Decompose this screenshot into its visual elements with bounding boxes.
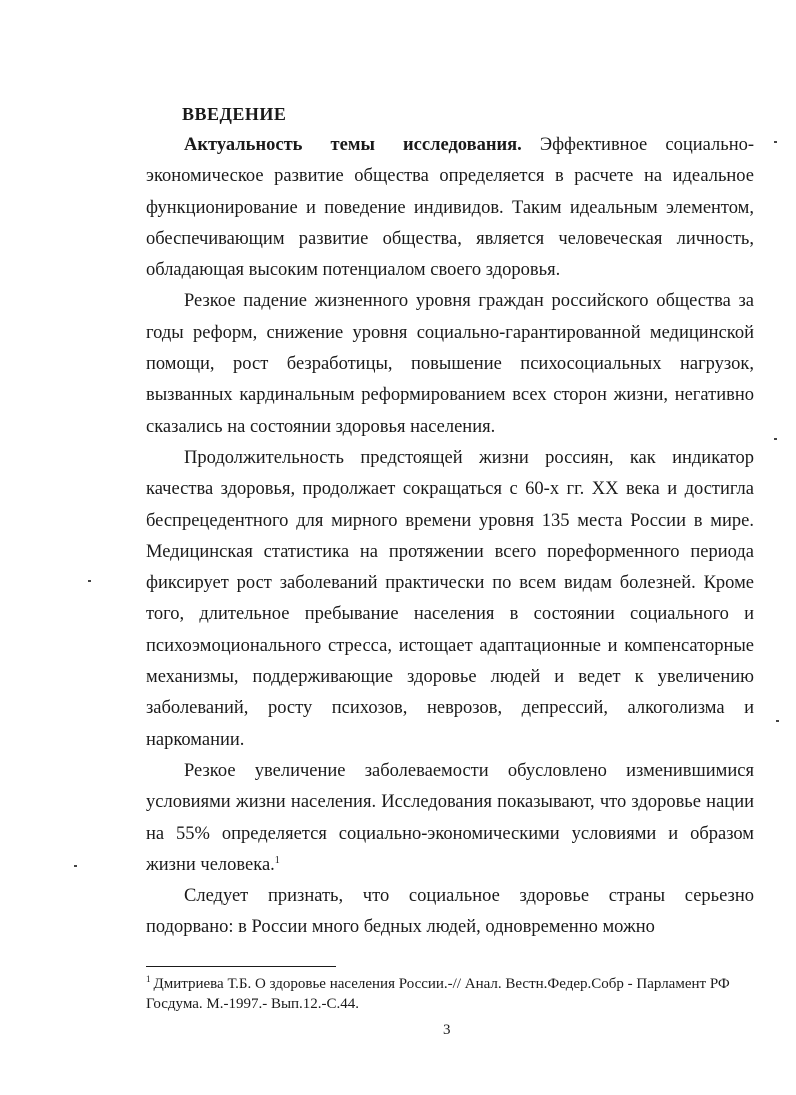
page-number: 3	[443, 1022, 451, 1038]
scan-speck	[774, 438, 777, 440]
paragraph-text: Эффективное социально-экономическое развитие общества определяется в расчете на идеальное функционирование и поведение индивидов. Таким идеальным элементом, обеспечивающим развитие общества, является человеческая личность, обладающая высоким потенциалом своего здоровья.	[146, 135, 755, 281]
paragraph-life-expectancy: Продолжительность предстоящей жизни россиян, как индикатор качества здоровья, продолжает сокращаться с 60-х гг. XX века и достигла беспрецедентного для мирного времени уровня 135 места России в мире. Медицинская статистика на протяжении всего пореформенного периода фиксирует рост заболеваний практически по всем видам болезней. Кроме того, длительное пребывание населения в состоянии социального и психоэмоционального стресса, истощает адаптационные и компенсаторные механизмы, поддерживающие здоровье людей и ведет к увеличению заболеваний, росту психозов, неврозов, депрессий, алкоголизма и наркомании.	[146, 447, 754, 750]
scan-speck	[88, 580, 91, 582]
paragraph-lead: Актуальность темы исследования.	[184, 135, 522, 155]
paragraph-relevance	[146, 130, 754, 286]
body-text	[146, 130, 754, 944]
scan-speck	[74, 865, 77, 867]
paragraph-morbidity	[146, 756, 754, 881]
paragraph-living-standard: Резкое падение жизненного уровня граждан российского общества за годы реформ, снижение уровня социально-гарантированной медицинской помощи, рост безработицы, повышение психосоциальных нагрузок, вызванных кардинальным реформированием всех сторон жизни, негативно сказались на состоянии здоровья населения.	[146, 291, 754, 437]
scan-speck	[776, 720, 779, 722]
paragraph-text: Резкое увеличение заболеваемости обусловлено изменившимися условиями жизни населения. Исследования показывают, что здоровье нации на 55% определяется социально-экономическими условиями и образом жизни человека.	[146, 760, 754, 875]
footnote-divider	[146, 966, 336, 967]
paragraph-social-health: Следует признать, что социальное здоровье страны серьезно подорвано: в России много бедных людей, одновременно можно	[146, 886, 754, 938]
footnote-reference[interactable]: 1	[274, 854, 280, 866]
footnote-text: Дмитриева Т.Б. О здоровье населения России.-// Анал. Вестн.Федер.Собр - Парламент РФ Госдума. М.-1997.- Вып.12.-С.44.	[146, 976, 730, 1012]
footnote	[146, 974, 754, 1014]
page-title: ВВЕДЕНИЕ	[182, 104, 287, 124]
footnote-marker: 1	[146, 974, 151, 984]
scan-speck	[774, 141, 777, 143]
